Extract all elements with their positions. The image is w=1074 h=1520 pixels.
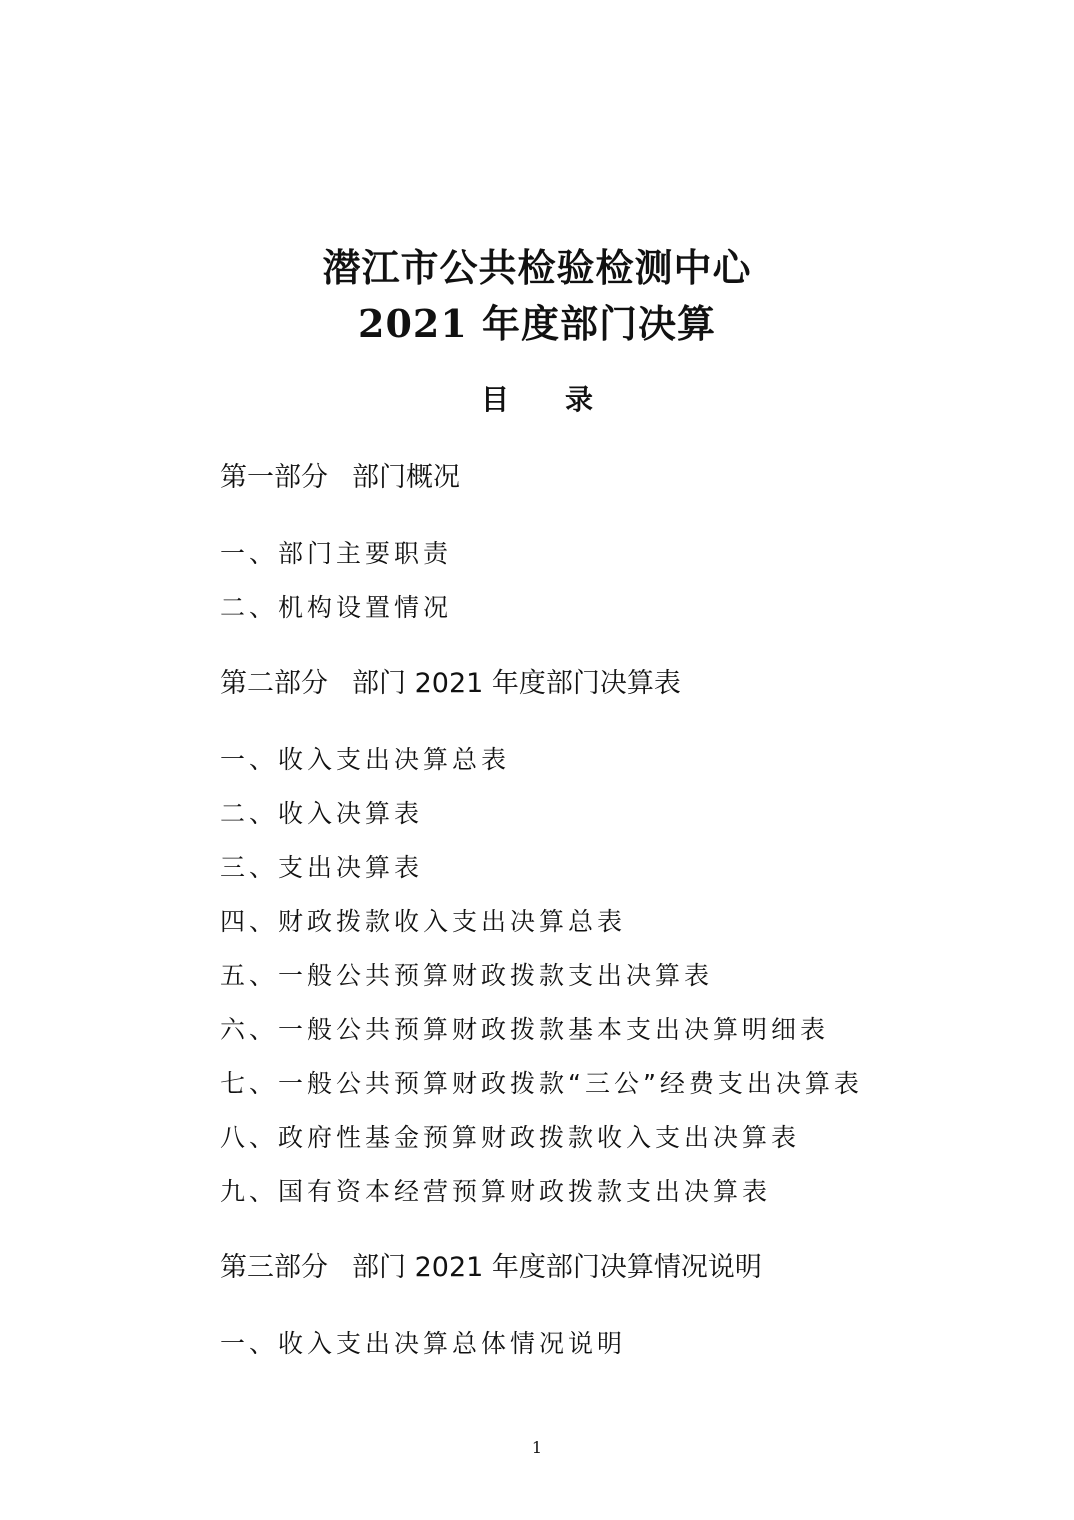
toc-item: 一、部门主要职责 [220, 539, 453, 568]
part-1-heading [220, 458, 460, 498]
toc-heading: 目录 [480, 383, 649, 416]
part-3-label: 第三部分 [220, 1252, 328, 1283]
part-3-title: 部门 2021 年度部门决算情况说明 [352, 1252, 762, 1283]
page-number: 1 [531, 1438, 543, 1457]
toc-item: 二、收入决算表 [220, 799, 424, 828]
part-2-label: 第二部分 [220, 668, 328, 699]
part-1-title: 部门概况 [352, 462, 460, 493]
toc-item: 六、一般公共预算财政拨款基本支出决算明细表 [220, 1015, 830, 1044]
toc-item: 一、收入支出决算总表 [220, 745, 511, 774]
toc-item: 九、国有资本经营预算财政拨款支出决算表 [220, 1177, 772, 1206]
part-1-label: 第一部分 [220, 462, 328, 493]
toc-item: 三、支出决算表 [220, 853, 424, 882]
part-3-heading [220, 1248, 762, 1288]
toc-item: 二、机构设置情况 [220, 593, 453, 622]
toc-item: 七、一般公共预算财政拨款“三公”经费支出决算表 [220, 1069, 863, 1098]
toc-item: 一、收入支出决算总体情况说明 [220, 1329, 627, 1358]
document-title-line-1: 潜江市公共检验检测中心 [322, 245, 752, 290]
toc-item: 五、一般公共预算财政拨款支出决算表 [220, 961, 714, 990]
part-2-title: 部门 2021 年度部门决算表 [352, 668, 681, 699]
document-title-line-2: 2021 年度部门决算 [358, 301, 716, 346]
part-2-heading [220, 664, 681, 704]
toc-item: 四、财政拨款收入支出决算总表 [220, 907, 627, 936]
toc-item: 八、政府性基金预算财政拨款收入支出决算表 [220, 1123, 801, 1152]
